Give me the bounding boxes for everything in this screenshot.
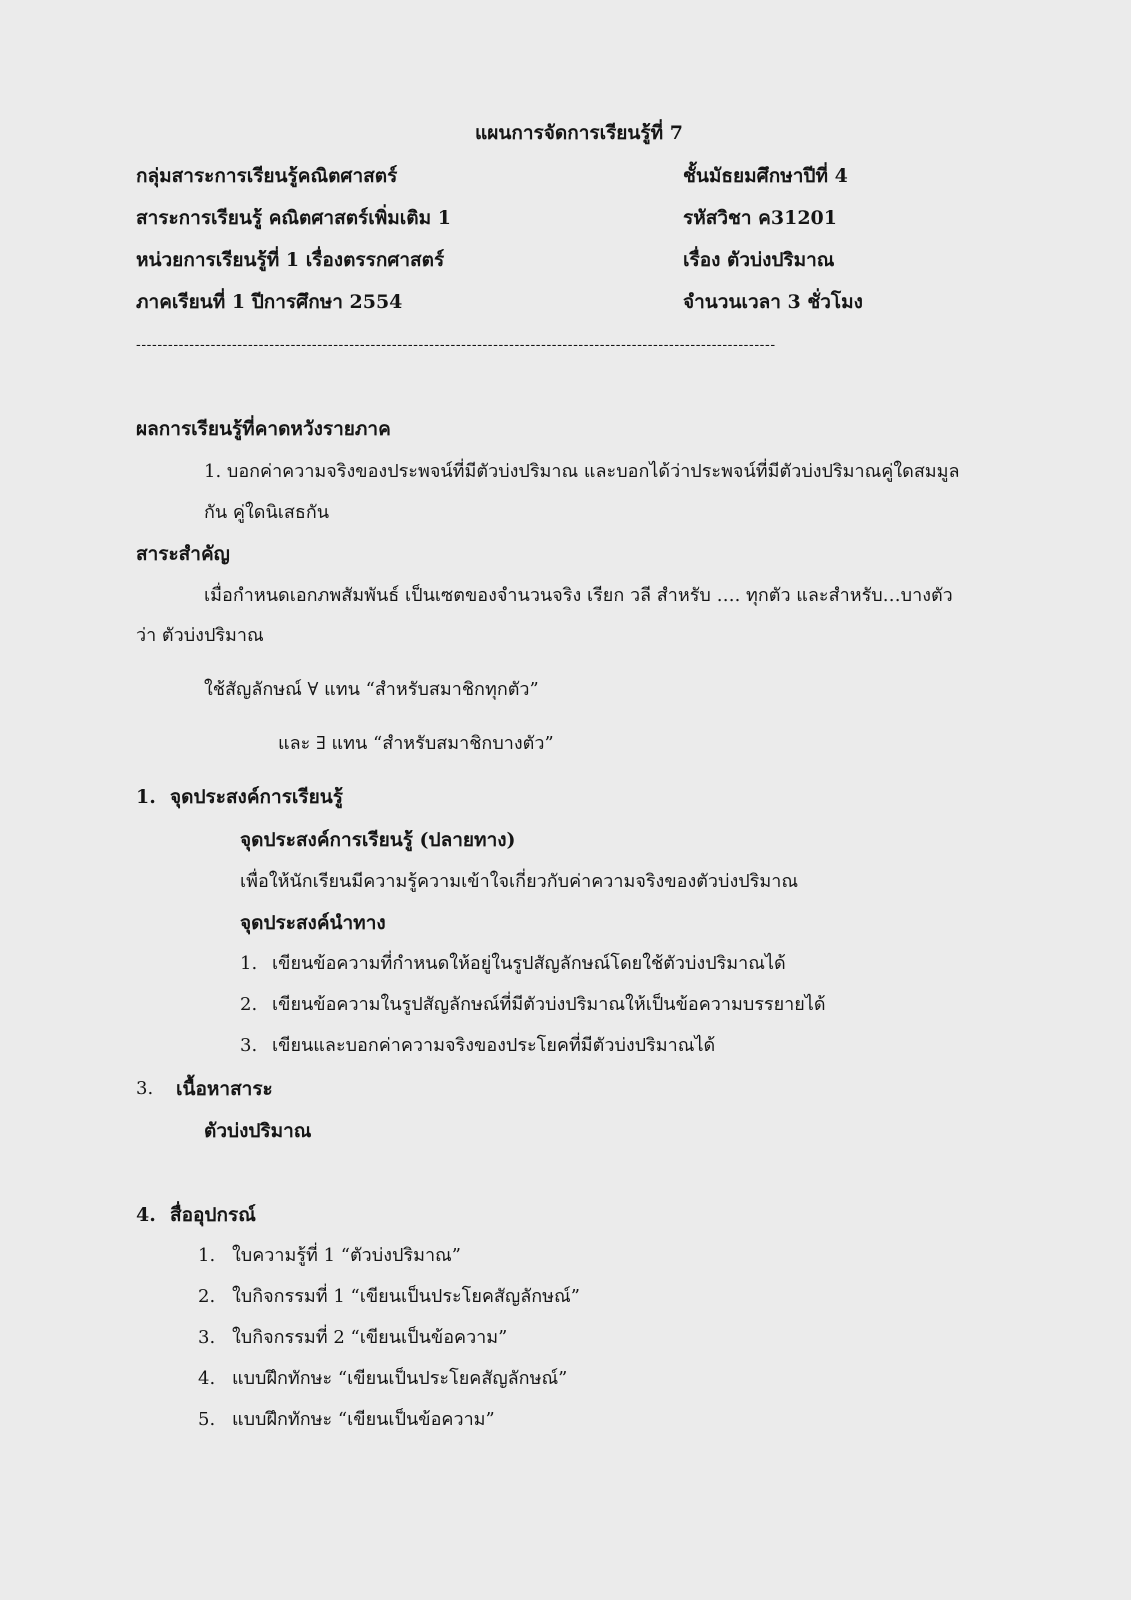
material-number: 5. [198,1409,216,1430]
material-item [198,1407,495,1433]
objective-item [240,951,786,977]
key-concept-line-2: ว่า ตัวบ่งปริมาณ [136,625,264,646]
header-divider: ------------------------------------------------------------------------------------------------------------------------ [136,337,776,353]
outcomes-heading: ผลการเรียนรู้ที่คาดหวังรายภาค [136,418,391,440]
material-number: 2. [198,1286,216,1307]
objective-number: 2. [240,994,258,1015]
outcome-line-1: 1. บอกค่าความจริงของประพจน์ที่มีตัวบ่งปริมาณ และบอกได้ว่าประพจน์ที่มีตัวบ่งปริมาณคู่ใดสมมูล [204,461,960,482]
material-text: ใบความรู้ที่ 1 “ตัวบ่งปริมาณ” [232,1245,461,1266]
material-item [198,1284,580,1310]
objective-text: เขียนข้อความในรูปสัญลักษณ์ที่มีตัวบ่งปริมาณให้เป็นข้อความบรรยายได้ [272,994,826,1015]
section-3-heading: เนื้อหาสาระ [176,1078,273,1100]
material-text: แบบฝึกทักษะ “เขียนเป็นข้อความ” [232,1409,495,1430]
material-text: ใบกิจกรรมที่ 1 “เขียนเป็นประโยคสัญลักษณ์” [232,1286,580,1307]
section-4-number: 4. [136,1204,156,1226]
key-concept-heading: สาระสำคัญ [136,543,230,565]
content-topic: ตัวบ่งปริมาณ [204,1120,312,1142]
course-code: รหัสวิชา ค31201 [683,207,837,229]
material-text: แบบฝึกทักษะ “เขียนเป็นประโยคสัญลักษณ์” [232,1368,568,1389]
subject-group: กลุ่มสาระการเรียนรู้คณิตศาสตร์ [136,165,398,187]
objective-number: 3. [240,1035,258,1056]
section-4-heading: สื่ออุปกรณ์ [170,1204,256,1226]
material-number: 4. [198,1368,216,1389]
section-1-number: 1. [136,786,156,808]
material-item [198,1325,508,1351]
section-1-heading: จุดประสงค์การเรียนรู้ [170,786,343,808]
material-text: ใบกิจกรรมที่ 2 “เขียนเป็นข้อความ” [232,1327,508,1348]
outcome-line-2: กัน คู่ใดนิเสธกัน [204,502,330,523]
objective-number: 1. [240,953,258,974]
objective-item [240,1033,716,1059]
topic: เรื่อง ตัวบ่งปริมาณ [683,249,835,271]
material-item [198,1243,461,1269]
enabling-objective-heading: จุดประสงค์นำทาง [240,912,386,934]
learning-unit: หน่วยการเรียนรู้ที่ 1 เรื่องตรรกศาสตร์ [136,249,445,271]
exists-symbol-line: และ ∃ แทน “สำหรับสมาชิกบางตัว” [278,733,554,754]
terminal-objective-heading: จุดประสงค์การเรียนรู้ (ปลายทาง) [240,829,516,851]
grade-level: ชั้นมัธยมศึกษาปีที่ 4 [683,165,848,187]
semester-year: ภาคเรียนที่ 1 ปีการศึกษา 2554 [136,291,403,313]
material-item [198,1366,568,1392]
document-title: แผนการจัดการเรียนรู้ที่ 7 [475,122,683,144]
objective-text: เขียนข้อความที่กำหนดให้อยู่ในรูปสัญลักษณ์โดยใช้ตัวบ่งปริมาณได้ [272,953,786,974]
course-name: สาระการเรียนรู้ คณิตศาสตร์เพิ่มเติม 1 [136,207,451,229]
material-number: 3. [198,1327,216,1348]
section-3-number: 3. [136,1078,154,1099]
forall-symbol-line: ใช้สัญลักษณ์ ∀ แทน “สำหรับสมาชิกทุกตัว” [204,679,539,700]
terminal-objective-text: เพื่อให้นักเรียนมีความรู้ความเข้าใจเกี่ยวกับค่าความจริงของตัวบ่งปริมาณ [240,871,799,892]
material-number: 1. [198,1245,216,1266]
key-concept-line-1: เมื่อกำหนดเอกภพสัมพันธ์ เป็นเซตของจำนวนจริง เรียก วลี สำหรับ …. ทุกตัว และสำหรับ…บางตัว [204,585,953,606]
duration: จำนวนเวลา 3 ชั่วโมง [683,291,863,313]
objective-item [240,992,826,1018]
objective-text: เขียนและบอกค่าความจริงของประโยคที่มีตัวบ่งปริมาณได้ [272,1035,716,1056]
